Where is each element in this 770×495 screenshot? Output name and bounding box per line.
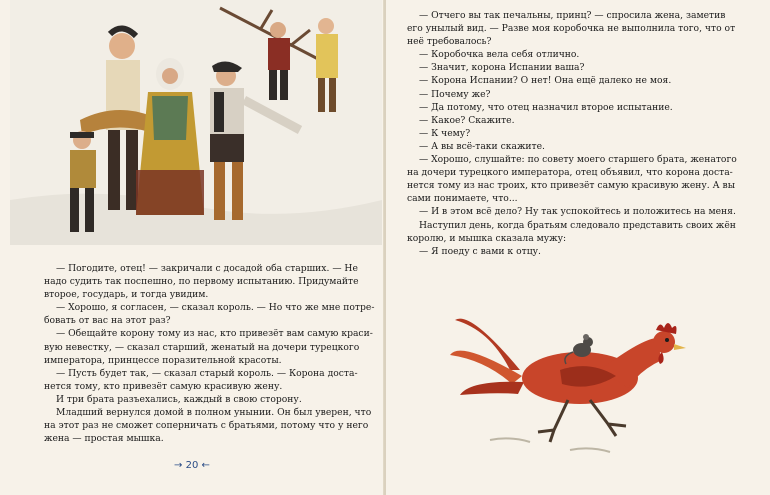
rooster-with-mouse-illustration xyxy=(450,300,700,460)
paragraph-line: Наступил день, когда братьям следовало представить своих жён xyxy=(419,219,736,231)
paragraph-line: императора, принцессе поразительной красоты. xyxy=(44,354,282,366)
paragraph-line: — Да потому, что отец назначил второе испытание. xyxy=(419,101,673,113)
paragraph-line: бовать от вас на этот раз? xyxy=(44,315,171,327)
arrow-ornament-icon: → xyxy=(174,460,183,471)
paragraph-line: — Хорошо, я согласен, — сказал король. — Но что же мне потре- xyxy=(56,302,375,314)
paragraph-line: — Хорошо, слушайте: по совету моего старшего брата, женатого xyxy=(419,154,737,166)
paragraph-line: жена — простая мышка. xyxy=(44,433,164,445)
left-page-text xyxy=(44,262,375,445)
paragraph-line: — А вы всё-таки скажите. xyxy=(419,140,545,152)
paragraph-line: вую невестку, — сказал старший, женатый на дочери турецкого xyxy=(44,341,360,353)
paragraph-line: нется тому, кто привезёт самую красивую жену. xyxy=(44,380,283,392)
paragraph-line: И три брата разъехались, каждый в свою сторону. xyxy=(56,393,302,405)
paragraph-line: — Отчего вы так печальны, принц? — спросила жена, заметив xyxy=(419,10,726,21)
paragraph-line: его унылый вид. — Разве моя коробочка не выполнила того, что от xyxy=(407,23,736,35)
page-number-value: 20 xyxy=(185,460,199,471)
paragraph-line: нется тому из нас троих, кто привезёт самую красивую жену. А вы xyxy=(407,180,736,192)
paragraph-line: — Какое? Скажите. xyxy=(419,114,515,126)
paragraph-line: неё требовалось? xyxy=(407,36,492,48)
paragraph-line: — И в этом всё дело? Ну так успокойтесь и положитесь на меня. xyxy=(419,206,736,218)
paragraph-line: — К чему? xyxy=(419,127,471,139)
paragraph-line: надо судить так поспешно, по первому испытанию. Придумайте xyxy=(44,276,359,288)
villagers-illustration xyxy=(10,0,382,245)
arrow-ornament-icon: ← xyxy=(201,460,210,471)
paragraph-line: — Обещайте корону тому из нас, кто привезёт вам самую краси- xyxy=(56,328,373,340)
paragraph-line: сами понимаете, что... xyxy=(407,193,518,205)
paragraph-line: Младший вернулся домой в полном унынии. Он был уверен, что xyxy=(56,407,372,419)
paragraph-line: на этот раз не сможет соперничать с братьями, потому что у него xyxy=(44,420,369,432)
paragraph-line: — Погодите, отец! — закричали с досадой оба старших. — Не xyxy=(56,263,358,274)
paragraph-line: — Пусть будет так, — сказал старый король. — Корона доста- xyxy=(56,367,358,379)
paragraph-line: — Я поеду с вами к отцу. xyxy=(419,245,541,257)
paragraph-line: королю, и мышка сказала мужу: xyxy=(407,232,567,244)
paragraph-line: — Коробочка вела себя отлично. xyxy=(419,49,580,61)
paragraph-line: — Значит, корона Испании ваша? xyxy=(419,62,585,74)
right-page-text xyxy=(407,9,737,258)
left-page xyxy=(0,0,384,495)
paragraph-line: — Почему же? xyxy=(419,88,491,100)
page-number xyxy=(150,460,234,471)
paragraph-line: — Корона Испании? О нет! Она ещё далеко не моя. xyxy=(419,75,672,87)
paragraph-line: на дочери турецкого императора, отец объявил, что корона доста- xyxy=(407,167,733,179)
paragraph-line: второе, государь, и тогда увидим. xyxy=(44,289,209,301)
